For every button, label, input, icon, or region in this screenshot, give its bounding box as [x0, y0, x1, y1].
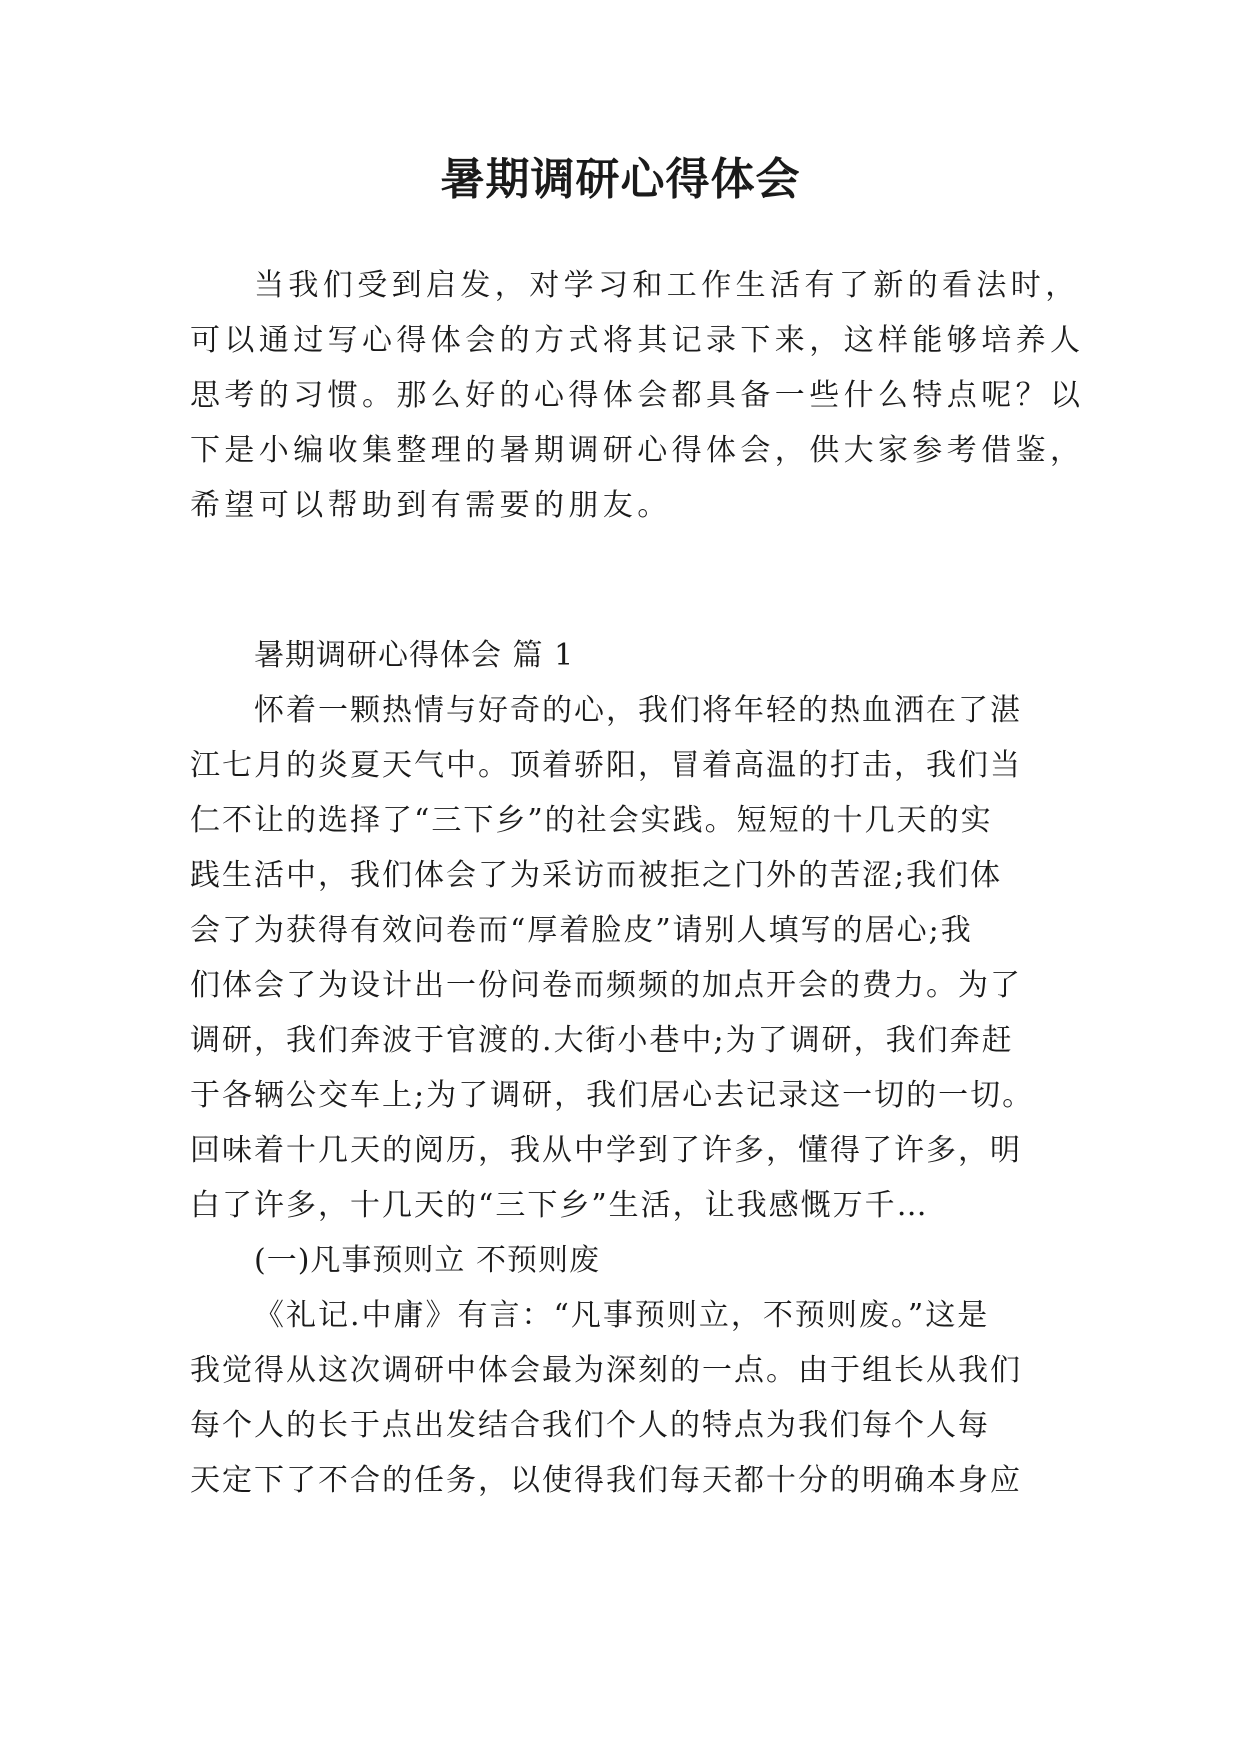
- quote-line: 天定下了不合的任务，以使得我们每天都十分的明确本身应: [190, 1463, 1022, 1498]
- body-line: 会了为获得有效问卷而“厚着脸皮”请别人填写的居心;我: [190, 913, 973, 948]
- body-line: 仁不让的选择了“三下乡”的社会实践。短短的十几天的实: [190, 803, 993, 838]
- intro-line: 下是小编收集整理的暑期调研心得体会，供大家参考借鉴，: [190, 433, 1085, 468]
- body-line: 白了许多，十几天的“三下乡”生活，让我感慨万千…: [190, 1188, 929, 1223]
- body-line: 回味着十几天的阅历，我从中学到了许多，懂得了许多，明: [190, 1133, 1022, 1168]
- body-line: 江七月的炎夏天气中。顶着骄阳，冒着高温的打击，我们当: [190, 748, 1022, 783]
- body-line: 调研，我们奔波于官渡的.大街小巷中;为了调研，我们奔赶: [190, 1023, 1014, 1058]
- body-line: 于各辆公交车上;为了调研，我们居心去记录这一切的一切。: [190, 1078, 1035, 1113]
- section-heading: 暑期调研心得体会 篇 1: [254, 638, 575, 673]
- intro-line: 可以通过写心得体会的方式将其记录下来，这样能够培养人: [190, 323, 1085, 358]
- intro-line: 希望可以帮助到有需要的朋友。: [190, 488, 672, 523]
- intro-line: 思考的习惯。那么好的心得体会都具备一些什么特点呢？以: [190, 378, 1085, 413]
- quote-line: 《礼记.中庸》有言：“凡事预则立，不预则废。”这是: [254, 1298, 990, 1333]
- quote-line: 我觉得从这次调研中体会最为深刻的一点。由于组长从我们: [190, 1353, 1022, 1388]
- body-line: 怀着一颗热情与好奇的心，我们将年轻的热血洒在了湛: [254, 693, 1022, 728]
- quote-line: 每个人的长于点出发结合我们个人的特点为我们每个人每: [190, 1408, 990, 1443]
- intro-line: 当我们受到启发，对学习和工作生活有了新的看法时，: [254, 268, 1080, 303]
- body-line: 践生活中，我们体会了为采访而被拒之门外的苦涩;我们体: [190, 858, 1003, 893]
- body-line: 们体会了为设计出一份问卷而频频的加点开会的费力。为了: [190, 968, 1022, 1003]
- subheading: (一)凡事预则立 不预则废: [254, 1243, 600, 1278]
- document-title: 暑期调研心得体会: [440, 154, 801, 205]
